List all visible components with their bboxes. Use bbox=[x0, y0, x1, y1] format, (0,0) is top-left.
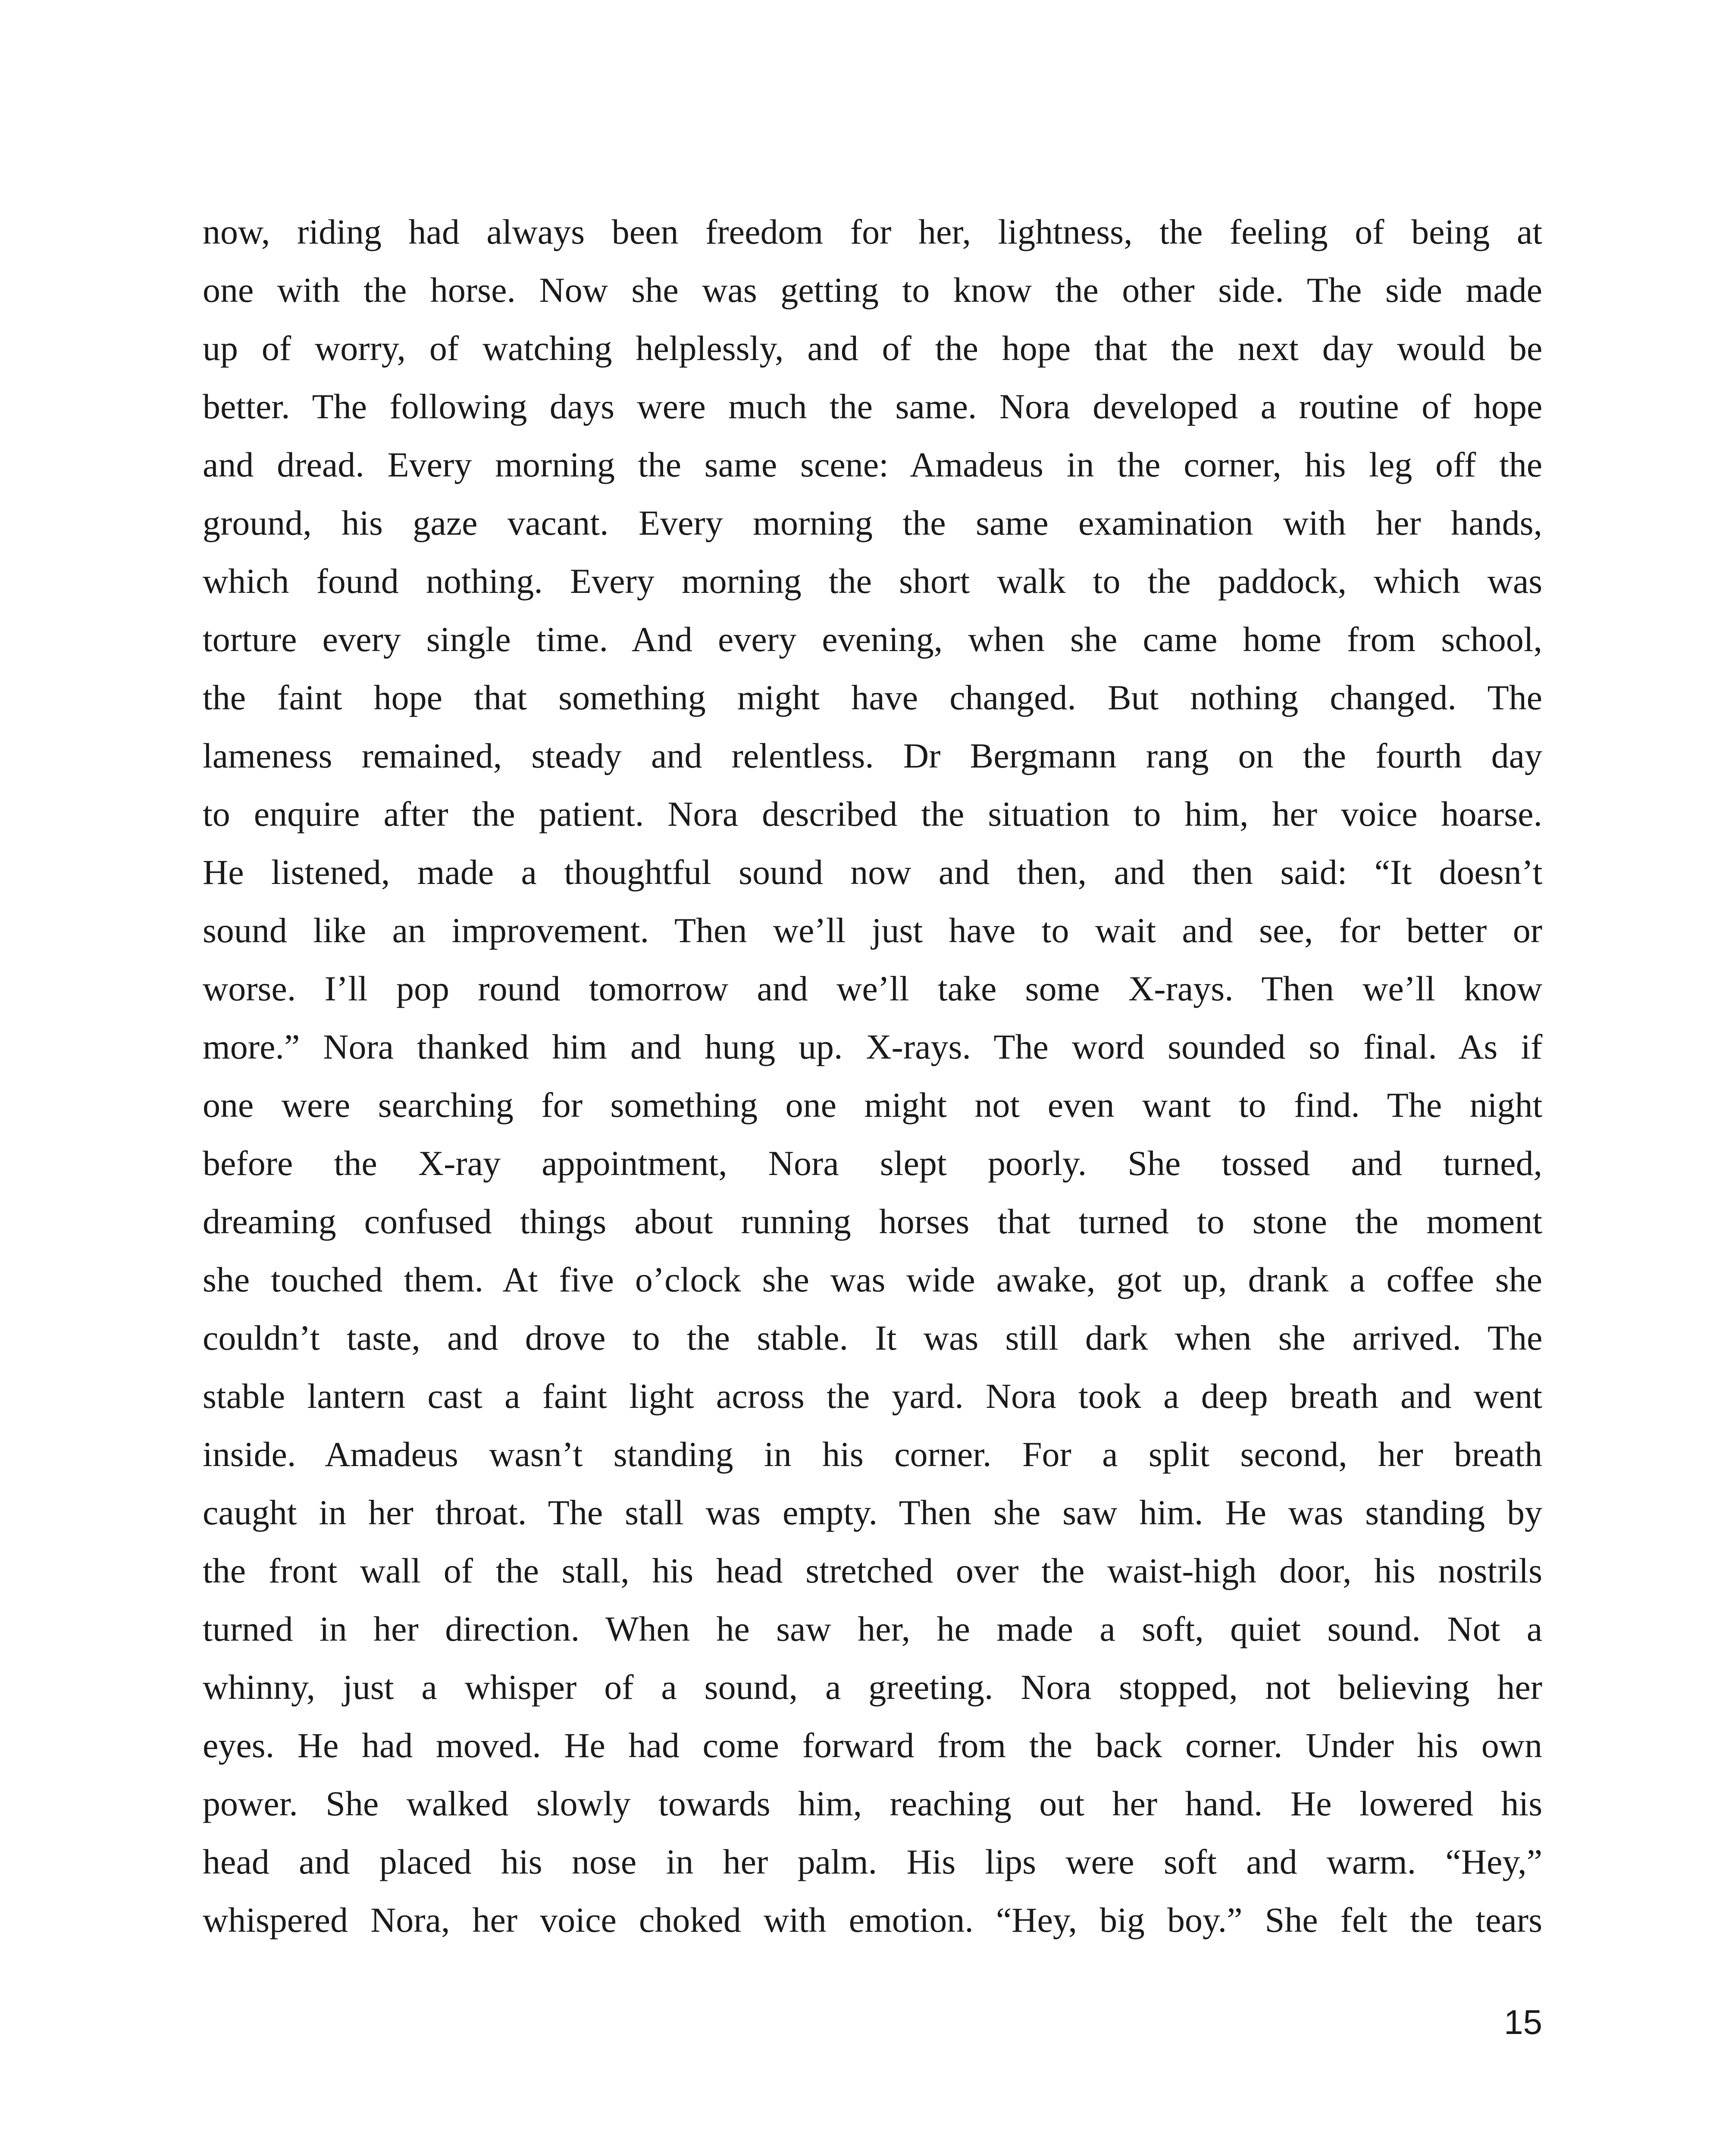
text-line: whispered Nora, her voice choked with emotion. “Hey, big boy.” She felt the tears bbox=[203, 1900, 1542, 1940]
text-line: whinny, just a whisper of a sound, a greeting. Nora stopped, not believing her bbox=[203, 1667, 1542, 1707]
page-number: 15 bbox=[1504, 2003, 1542, 2041]
text-line: and dread. Every morning the same scene: Amadeus in the corner, his leg off the bbox=[203, 445, 1543, 484]
text-line: power. She walked slowly towards him, reaching out her hand. He lowered his bbox=[203, 1784, 1543, 1823]
text-line: stable lantern cast a faint light across the yard. Nora took a deep breath and went bbox=[203, 1376, 1542, 1416]
text-line: one were searching for something one might not even want to find. The night bbox=[203, 1085, 1543, 1125]
text-line: one with the horse. Now she was getting to know the other side. The side made bbox=[203, 270, 1542, 310]
text-line: head and placed his nose in her palm. His lips were soft and warm. “Hey,” bbox=[203, 1842, 1542, 1881]
text-line: up of worry, of watching helplessly, and of the hope that the next day would be bbox=[203, 329, 1543, 368]
text-line: couldn’t taste, and drove to the stable. It was still dark when she arrived. The bbox=[203, 1318, 1543, 1357]
text-line: she touched them. At five o’clock she was wide awake, got up, drank a coffee she bbox=[203, 1260, 1542, 1299]
text-line: inside. Amadeus wasn’t standing in his corner. For a split second, her breath bbox=[203, 1435, 1542, 1474]
text-line: eyes. He had moved. He had come forward from the back corner. Under his own bbox=[203, 1726, 1542, 1765]
text-line: the front wall of the stall, his head stretched over the waist-high door, his nostrils bbox=[203, 1551, 1542, 1590]
text-line: sound like an improvement. Then we’ll just have to wait and see, for better or bbox=[203, 911, 1542, 950]
text-line: to enquire after the patient. Nora described the situation to him, her voice hoarse. bbox=[203, 794, 1542, 834]
text-line: before the X-ray appointment, Nora slept poorly. She tossed and turned, bbox=[203, 1144, 1542, 1183]
text-line: ground, his gaze vacant. Every morning the same examination with her hands, bbox=[203, 503, 1542, 542]
text-line: now, riding had always been freedom for her, lightness, the feeling of being at bbox=[203, 212, 1542, 251]
text-line: turned in her direction. When he saw her, he made a soft, quiet sound. Not a bbox=[203, 1609, 1543, 1648]
text-line: which found nothing. Every morning the short walk to the paddock, which was bbox=[203, 561, 1543, 601]
text-line: better. The following days were much the same. Nora developed a routine of hope bbox=[203, 387, 1543, 426]
text-line: caught in her throat. The stall was empty. Then she saw him. He was standing by bbox=[203, 1493, 1542, 1532]
body-text bbox=[203, 203, 1542, 1949]
text-line: the faint hope that something might have changed. But nothing changed. The bbox=[203, 678, 1542, 717]
text-line: worse. I’ll pop round tomorrow and we’ll take some X-rays. Then we’ll know bbox=[203, 969, 1543, 1008]
text-line: dreaming confused things about running horses that turned to stone the moment bbox=[203, 1202, 1542, 1241]
text-line: torture every single time. And every evening, when she came home from school, bbox=[203, 620, 1542, 659]
text-line: more.” Nora thanked him and hung up. X-rays. The word sounded so final. As if bbox=[203, 1027, 1543, 1066]
text-line: lameness remained, steady and relentless. Dr Bergmann rang on the fourth day bbox=[203, 736, 1542, 775]
text-line: He listened, made a thoughtful sound now and then, and then said: “It doesn’t bbox=[203, 852, 1543, 892]
